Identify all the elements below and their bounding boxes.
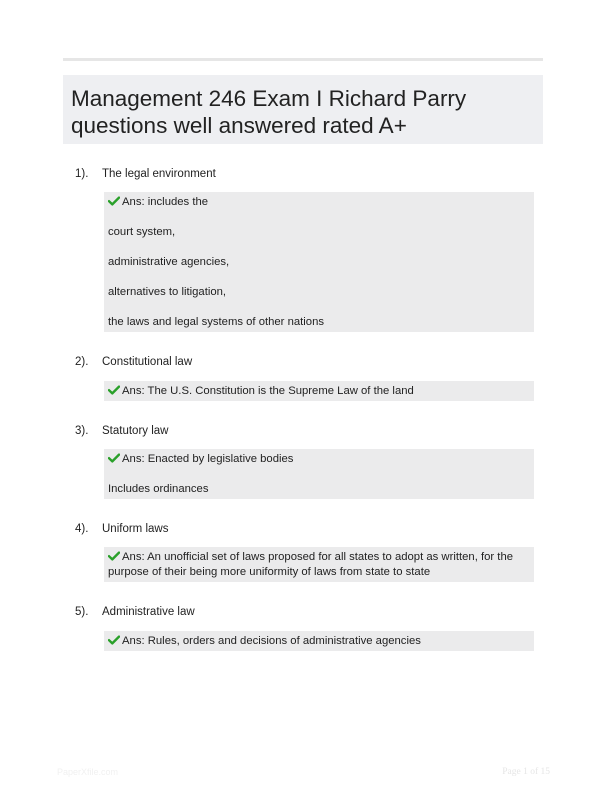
question-prompt: Administrative law xyxy=(102,606,195,618)
question-prompt: Statutory law xyxy=(102,425,169,437)
answer-line: administrative agencies, xyxy=(108,256,230,268)
check-icon xyxy=(108,196,120,206)
document-title-line-1: Management 246 Exam I Richard Parry xyxy=(71,86,467,111)
answer-text: Ans: includes the xyxy=(122,196,209,208)
check-icon xyxy=(108,453,120,463)
answer-box xyxy=(104,631,534,651)
answer-box xyxy=(104,547,534,582)
document-title-line-2: questions well answered rated A+ xyxy=(71,113,407,138)
answer-line: alternatives to litigation, xyxy=(108,286,227,298)
answer-box xyxy=(104,192,534,332)
footer-watermark: PaperXfile.com xyxy=(57,767,119,777)
check-icon xyxy=(108,635,120,645)
answer-line xyxy=(108,452,530,467)
document-title-box xyxy=(63,75,543,144)
question-prompt: Constitutional law xyxy=(102,356,193,368)
answer-line xyxy=(108,195,530,210)
question-number: 5). xyxy=(75,606,89,618)
answer-text: Ans: Enacted by legislative bodies xyxy=(122,453,294,465)
answer-line: the laws and legal systems of other nations xyxy=(108,316,325,328)
check-icon xyxy=(108,385,120,395)
top-divider xyxy=(63,58,543,61)
answer-text: Ans: An unofficial set of laws proposed for all states to adopt as written, for the xyxy=(122,551,514,563)
check-icon xyxy=(108,551,120,561)
answer-line: purpose of their being more uniformity of laws from state to state xyxy=(108,566,431,578)
answer-line xyxy=(108,634,530,649)
question-number: 1). xyxy=(75,168,89,180)
question-number: 2). xyxy=(75,356,89,368)
answer-text: Ans: Rules, orders and decisions of administrative agencies xyxy=(122,635,421,647)
answer-box xyxy=(104,449,534,499)
page-number: Page 1 of 15 xyxy=(502,767,550,777)
question-prompt: The legal environment xyxy=(102,168,216,180)
answer-text: Ans: The U.S. Constitution is the Supreme Law of the land xyxy=(122,385,414,397)
answer-line: court system, xyxy=(108,226,176,238)
answer-box xyxy=(104,381,534,401)
document-title xyxy=(71,85,535,139)
question-number: 3). xyxy=(75,425,89,437)
answer-line xyxy=(108,550,530,565)
answer-line xyxy=(108,384,530,399)
question-prompt: Uniform laws xyxy=(102,523,169,535)
answer-line: Includes ordinances xyxy=(108,483,209,495)
question-number: 4). xyxy=(75,523,89,535)
